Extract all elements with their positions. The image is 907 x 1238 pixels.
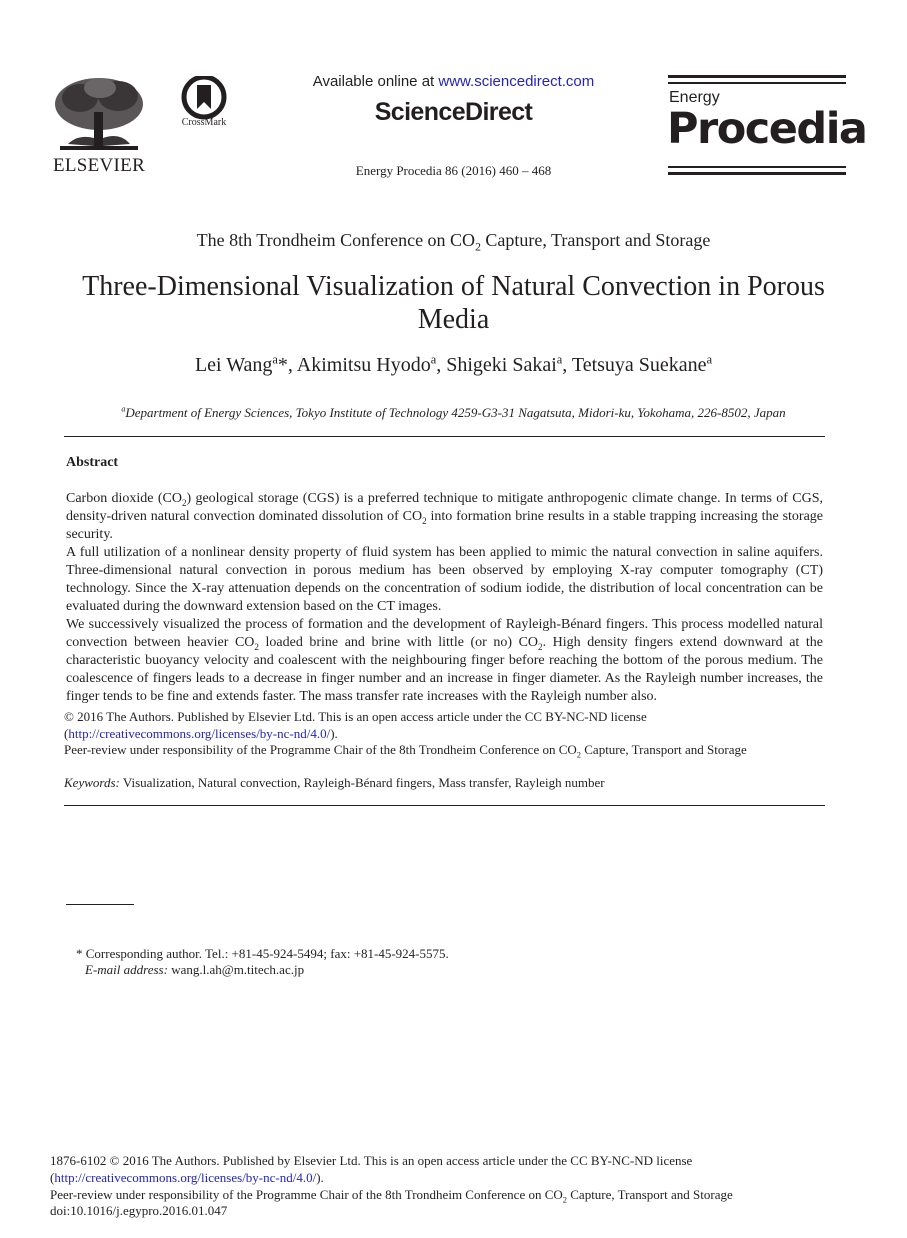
license-statement: © 2016 The Authors. Published by Elsevier Ltd. This is an open access article under the CC BY-NC-ND license (http://creativecommons.org/licenses/by-nc-nd/4.0/). [64,709,647,741]
footer-peer-review: Peer-review under responsibility of the Programme Chair of the 8th Trondheim Conference on $CO_2$ Capture, Transport and Storage [50,1186,733,1205]
corresponding-author: * Corresponding author. Tel.: +81-45-924-5494; fax: +81-45-924-5575. [76,946,449,961]
abstract-paragraph: We successively visualized the process of formation and the development of Rayleigh-Bénard fingers. This process modelled natural convection between heavier $CO_2$ loaded brine and brine with little (or no) $CO_2$. High density fingers extend downward at the characteristic buoyancy velocity and coalescent with the neighbouring finger before reaching the bottom of the porous medium. The coalescence of fingers leads to a decrease in finger number and an increase in finger diameter. As the Rayleigh number increases, the finger tends to be fine and extends faster. The mass transfer rate increases with the Rayleigh number also. [66,617,823,704]
crossmark-label: CrossMark [181,117,227,128]
sciencedirect-link[interactable]: www.sciencedirect.com [438,73,595,90]
journal-brand-small: Energy [669,89,720,106]
abstract-bottom-rule [64,805,825,806]
available-online-prefix: Available online at [312,73,439,90]
keywords-label: Keywords: [64,775,120,790]
license-link[interactable]: http://creativecommons.org/licenses/by-nc-nd/4.0/ [68,725,331,741]
journal-brand-rule [668,166,846,168]
keywords [64,775,834,792]
author-name: Lei Wang [194,354,273,376]
footer-doi[interactable]: doi:10.1016/j.egypro.2016.01.047 [50,1203,228,1219]
journal-brand-large: Procedia [667,104,867,154]
footer-license-link[interactable]: http://creativecommons.org/licenses/by-nc-nd/4.0/ [54,1169,317,1185]
journal-issue: Energy Procedia 86 (2016) 460 – 468 [355,163,552,178]
conference-name: The 8th Trondheim Conference on $CO_2$ Capture, Transport and Storage [196,230,711,254]
email-link[interactable]: wang.l.ah@m.titech.ac.jp [167,962,305,977]
journal-brand-rule [668,82,846,84]
footer-copyright: 1876-6102 © 2016 The Authors. Published by Elsevier Ltd. This is an open access article under the CC BY-NC-ND license [50,1153,693,1168]
author-name: Shigeki Sakai [446,354,557,376]
affiliation: $^a$Department of Energy Sciences, Tokyo Institute of Technology 4259-G3-31 Nagatsuta, Midori-ku, Yokohama, 226-8502, Japan [121,404,786,420]
abstract-heading: Abstract [66,455,119,470]
elsevier-wordmark: ELSEVIER [52,155,146,176]
author-name: Akimitsu Hyodo [296,354,431,376]
abstract-paragraph: Carbon dioxide $(CO_2)$ geological storage (CGS) is a preferred technique to mitigate anthropogenic climate change. In terms of CGS, density-driven natural convection dominated dissolution of $CO_2$ into formation brine results in a stable trapping increasing the storage security. [66,491,823,542]
page-footer: 1876-6102 © 2016 The Authors. Published by Elsevier Ltd. This is an open access article under the CC BY-NC-ND license (http://creativecommons.org/licenses/by-nc-nd/4.0/). Peer-review under responsibility of the Programme Chair of the 8th Trondheim Conference on $CO_2$ Capture, Transport and Storage doi:10.1016/j.egypro.2016.01.047 [50,1153,850,1220]
article-title: Three-Dimensional Visualization of Natural Convection in Porous Media [82,271,825,335]
abstract-top-rule [64,436,825,437]
journal-brand-rule [668,172,846,175]
sciencedirect-wordmark: ScienceDirect [374,98,533,126]
abstract-paragraph: A full utilization of a nonlinear density property of fluid system has been applied to mimic the natural convection in saline aquifers. Three-dimensional natural convection in porous medium has been observed by employing X-ray computer tomography (CT) technology. Since the X-ray attenuation depends on the concentration of sodium iodide, the distribution of local concentration can be evaluated during the downward extension based on the CT images. [66,545,823,614]
author-name: Tetsuya Suekane [571,354,707,376]
author-list: Lei Wang$^a$*, Akimitsu Hyodo$^a$, Shigeki Sakai$^a$, Tetsuya Suekane$^a$ [194,352,713,376]
email-address: E-mail address: wang.l.ah@m.titech.ac.jp [85,962,305,977]
peer-review-statement: Peer-review under responsibility of the Programme Chair of the 8th Trondheim Conference on $CO_2$ Capture, Transport and Storage [64,742,747,760]
keywords-list: Visualization, Natural convection, Rayleigh-Bénard fingers, Mass transfer, Rayleigh number [119,775,605,790]
journal-brand-rule [668,75,846,78]
footnote-rule [66,904,134,905]
